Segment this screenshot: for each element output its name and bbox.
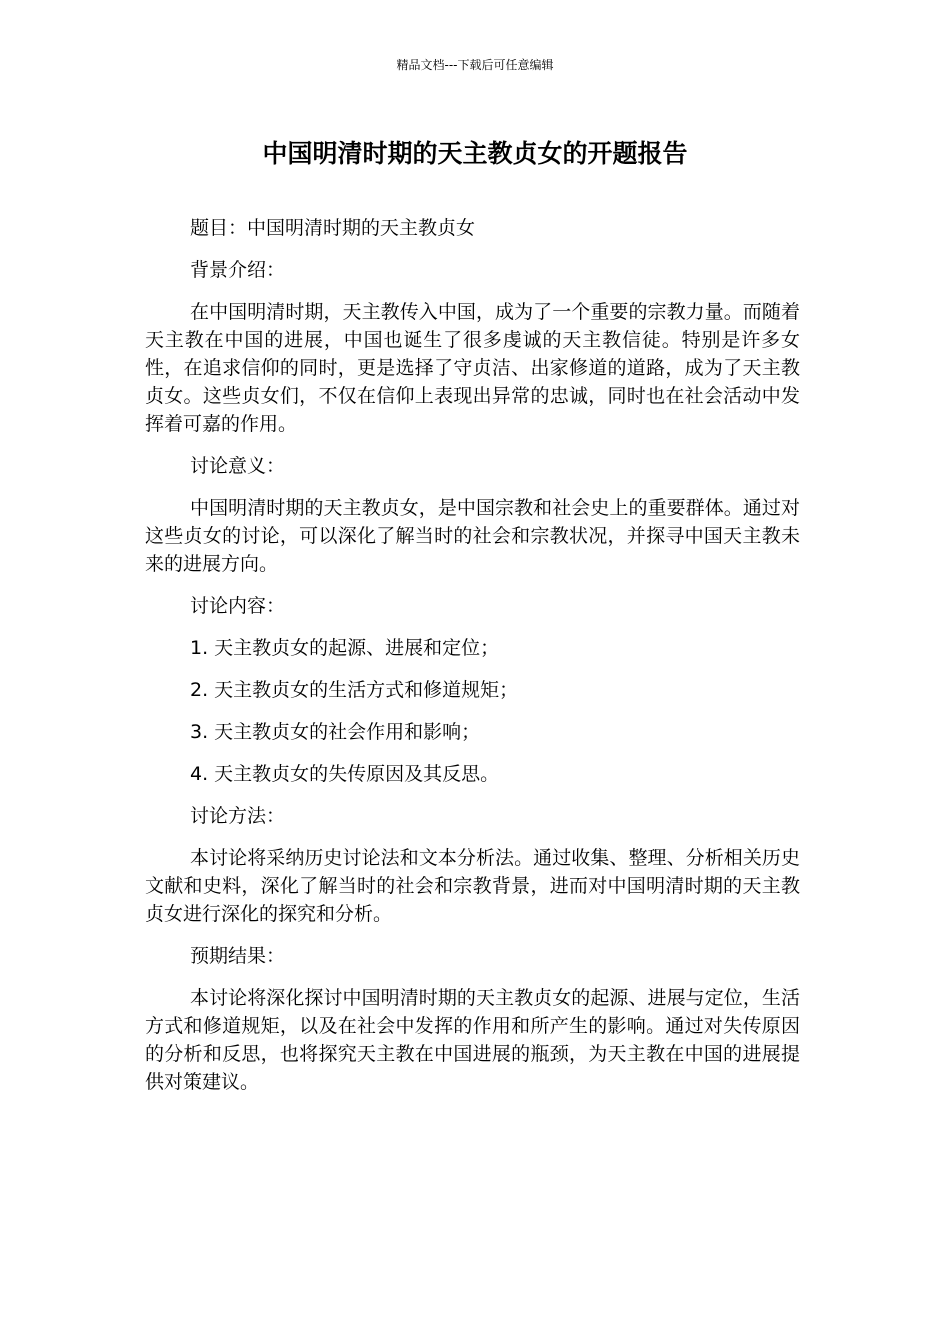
results-paragraph: 本讨论将深化探讨中国明清时期的天主教贞女的起源、进展与定位，生活方式和修道规矩，以及在社会中发挥的作用和所产生的影响。通过对失传原因的分析和反思，也将探究天主教在中国进展的瓶颈，为天主教在中国的进展提供对策建议。 — [145, 987, 800, 1093]
content-heading: 讨论内容： — [190, 595, 286, 617]
content-item: 2. 天主教贞女的生活方式和修道规矩； — [190, 679, 519, 701]
significance-paragraph: 中国明清时期的天主教贞女，是中国宗教和社会史上的重要群体。通过对这些贞女的讨论，可以深化了解当时的社会和宗教状况，并探寻中国天主教未来的进展方向。 — [145, 497, 800, 575]
topic-line: 题目：中国明清时期的天主教贞女 — [190, 217, 476, 239]
content-item: 3. 天主教贞女的社会作用和影响； — [190, 721, 481, 743]
document-body — [145, 214, 800, 1110]
method-heading: 讨论方法： — [190, 805, 286, 827]
content-item: 4. 天主教贞女的失传原因及其反思。 — [190, 763, 500, 785]
results-heading: 预期结果： — [190, 945, 286, 967]
method-paragraph: 本讨论将采纳历史讨论法和文本分析法。通过收集、整理、分析相关历史文献和史料，深化了解当时的社会和宗教背景，进而对中国明清时期的天主教贞女进行深化的探究和分析。 — [145, 847, 800, 925]
significance-heading: 讨论意义： — [190, 455, 286, 477]
content-item: 1. 天主教贞女的起源、进展和定位； — [190, 637, 500, 659]
background-paragraph: 在中国明清时期，天主教传入中国，成为了一个重要的宗教力量。而随着天主教在中国的进展，中国也诞生了很多虔诚的天主教信徒。特别是许多女性，在追求信仰的同时，更是选择了守贞洁、出家修道的道路，成为了天主教贞女。这些贞女们，不仅在信仰上表现出异常的忠诚，同时也在社会活动中发挥着可嘉的作用。 — [145, 301, 800, 435]
header-note: 精品文档---下载后可任意编辑 — [396, 58, 554, 72]
background-heading: 背景介绍： — [190, 259, 286, 281]
document-title: 中国明清时期的天主教贞女的开题报告 — [262, 139, 688, 168]
